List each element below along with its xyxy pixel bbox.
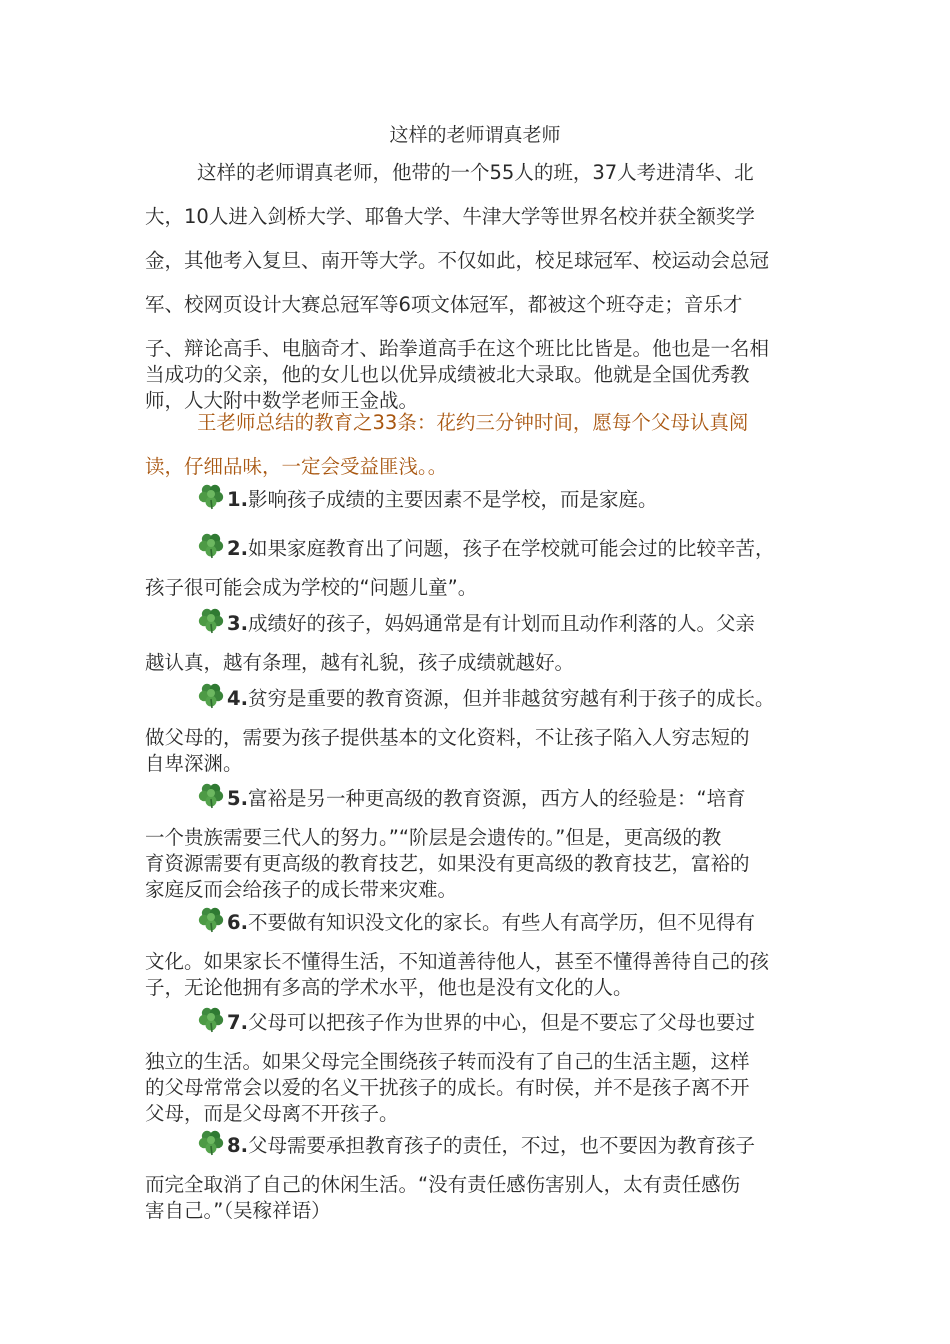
item-text: 孩子很可能会成为学校的“问题儿童”。 (145, 576, 478, 599)
item-text: 不要做有知识没文化的家长。有些人有高学历，但不见得有 (247, 911, 755, 934)
item-number: 1. (227, 488, 248, 511)
item-number: 7. (227, 1011, 248, 1034)
summary-paragraph (145, 410, 813, 480)
item-text: 影响孩子成绩的主要因素不是学校，而是家庭。 (247, 488, 658, 511)
item-text: 的父母常常会以爱的名义干扰孩子的成长。有时侯，并不是孩子离不开 (145, 1076, 750, 1099)
item-number: 2. (227, 537, 248, 560)
intro-line: 这样的老师谓真老师，他带的一个55人的班，37人考进清华、北 (197, 161, 754, 184)
clover-icon (197, 606, 225, 634)
list-item (145, 482, 813, 511)
list-item (145, 1128, 813, 1224)
item-text: 越认真，越有条理，越有礼貌，孩子成绩就越好。 (145, 651, 575, 674)
clover-icon (197, 1128, 225, 1156)
intro-line: 大，10人进入剑桥大学、耶鲁大学、牛津大学等世界名校并获全额奖学 (145, 205, 755, 228)
item-number: 5. (227, 787, 248, 810)
item-text: 育资源需要有更高级的教育技艺，如果没有更高级的教育技艺，富裕的 (145, 852, 750, 875)
list-item (145, 1005, 813, 1127)
list-item (145, 681, 813, 777)
list-item (145, 606, 813, 676)
item-text: 父母，而是父母离不开孩子。 (145, 1102, 399, 1125)
clover-icon (197, 781, 225, 809)
clover-icon (197, 1005, 225, 1033)
intro-line: 师，人大附中数学老师王金战。 (145, 389, 419, 412)
item-text: 贫穷是重要的教育资源，但并非越贫穷越有利于孩子的成长。 (247, 687, 775, 710)
item-number: 6. (227, 911, 248, 934)
intro-paragraph (145, 160, 813, 414)
clover-icon (197, 905, 225, 933)
item-text: 文化。如果家长不懂得生活，不知道善待他人，甚至不懂得善待自己的孩 (145, 950, 770, 973)
item-text: 父母可以把孩子作为世界的中心，但是不要忘了父母也要过 (247, 1011, 755, 1034)
clover-icon (197, 482, 225, 510)
intro-line: 金，其他考入复旦、南开等大学。不仅如此，校足球冠军、校运动会总冠 (145, 249, 770, 272)
clover-icon (197, 531, 225, 559)
item-number: 3. (227, 612, 248, 635)
summary-line: 王老师总结的教育之33条：花约三分钟时间，愿每个父母认真阅 (197, 411, 749, 434)
item-text: 独立的生活。如果父母完全围绕孩子转而没有了自己的生活主题，这样 (145, 1050, 750, 1073)
intro-line: 当成功的父亲，他的女儿也以优异成绩被北大录取。他就是全国优秀教 (145, 363, 750, 386)
item-text: 害自己。”（吴稼祥语） (145, 1199, 331, 1222)
intro-line: 军、校网页设计大赛总冠军等6项文体冠军，都被这个班夺走；音乐才 (145, 293, 743, 316)
list-item (145, 781, 813, 903)
item-text: 而完全取消了自己的休闲生活。“没有责任感伤害别人，太有责任感伤 (145, 1173, 741, 1196)
item-text: 父母需要承担教育孩子的责任，不过，也不要因为教育孩子 (247, 1134, 755, 1157)
item-text: 成绩好的孩子，妈妈通常是有计划而且动作利落的人。父亲 (247, 612, 755, 635)
summary-line: 读，仔细品味，一定会受益匪浅。。 (145, 455, 448, 478)
item-text: 家庭反而会给孩子的成长带来灾难。 (145, 878, 458, 901)
list-item (145, 905, 813, 1001)
list-item (145, 531, 813, 601)
clover-icon (197, 681, 225, 709)
item-text: 子，无论他拥有多高的学术水平，他也是没有文化的人。 (145, 976, 633, 999)
item-text: 一个贵族需要三代人的努力。”“阶层是会遗传的。”但是，更高级的教 (145, 826, 722, 849)
item-text: 做父母的，需要为孩子提供基本的文化资料，不让孩子陷入人穷志短的 (145, 726, 750, 749)
item-text: 自卑深渊。 (145, 752, 243, 775)
item-text: 富裕是另一种更高级的教育资源，西方人的经验是：“培育 (247, 787, 746, 810)
item-number: 4. (227, 687, 248, 710)
item-number: 8. (227, 1134, 248, 1157)
item-text: 如果家庭教育出了问题，孩子在学校就可能会过的比较辛苦， (247, 537, 775, 560)
document-title: 这样的老师谓真老师 (389, 124, 561, 146)
intro-line: 子、辩论高手、电脑奇才、跆拳道高手在这个班比比皆是。他也是一名相 (145, 337, 770, 360)
